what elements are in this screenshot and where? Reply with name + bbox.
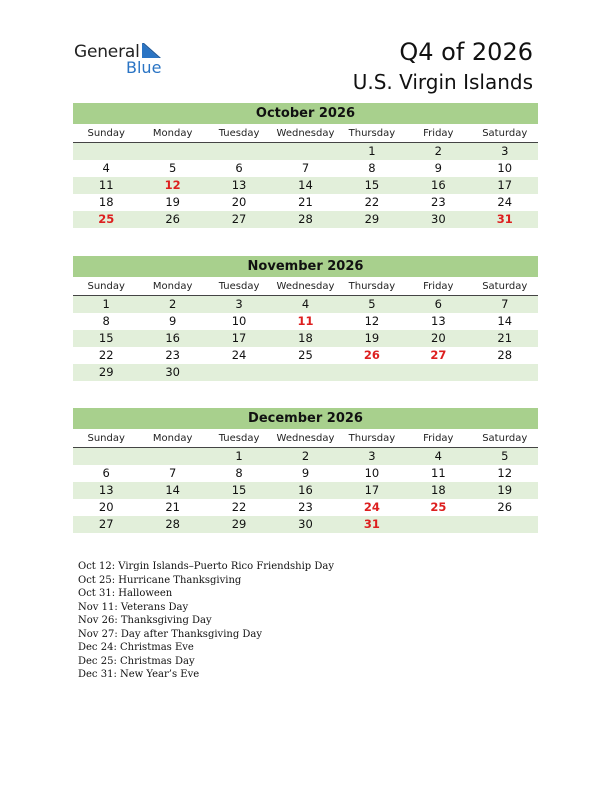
- day-cell: 5: [168, 161, 177, 175]
- day-cell: 25: [430, 500, 447, 514]
- day-cell: 6: [434, 297, 442, 311]
- day-cell: 27: [231, 212, 247, 226]
- weekday-label: Monday: [152, 128, 193, 139]
- day-cell: 4: [434, 449, 442, 463]
- day-cell: 30: [431, 212, 446, 226]
- week-row: [73, 177, 538, 194]
- day-cell: 26: [363, 348, 380, 362]
- holiday-item: Nov 11: Veterans Day: [78, 601, 189, 613]
- week-row: [73, 143, 538, 160]
- day-cell: [405, 516, 471, 533]
- day-cell: 31: [363, 517, 380, 531]
- day-cell: 1: [235, 449, 243, 463]
- day-cell: [206, 364, 272, 381]
- weekday-label: Monday: [152, 281, 193, 292]
- weekday-label: Monday: [152, 433, 193, 444]
- month-header: November 2026: [73, 256, 538, 277]
- day-cell: 21: [497, 331, 513, 345]
- day-cell: 24: [497, 195, 513, 209]
- weekday-label: Wednesday: [276, 433, 335, 444]
- day-cell: 18: [298, 331, 313, 345]
- day-cell: 2: [301, 449, 310, 463]
- week-row: [73, 482, 538, 499]
- day-cell: 4: [102, 161, 110, 175]
- day-cell: 3: [501, 144, 509, 158]
- weekday-label: Friday: [423, 281, 454, 292]
- day-cell: 2: [168, 297, 177, 311]
- week-row: [73, 347, 538, 364]
- day-cell: 24: [363, 500, 380, 514]
- day-cell: 3: [235, 297, 243, 311]
- day-cell: [472, 364, 538, 381]
- day-cell: 31: [496, 212, 513, 226]
- day-cell: 16: [431, 178, 446, 192]
- logo-general-text: General: [74, 42, 140, 62]
- holiday-list: [78, 560, 334, 682]
- day-cell: 5: [501, 449, 509, 463]
- week-row: [73, 313, 538, 330]
- holiday-item: Oct 12: Virgin Islands–Puerto Rico Friendship Day: [78, 561, 334, 572]
- day-cell: 11: [297, 314, 314, 328]
- day-cell: 15: [231, 483, 247, 497]
- day-cell: 8: [368, 161, 376, 175]
- day-cell: 7: [168, 466, 177, 480]
- day-cell: 26: [165, 212, 180, 226]
- day-cell: 12: [364, 314, 380, 328]
- weekday-label: Sunday: [87, 281, 125, 292]
- day-cell: 26: [497, 500, 513, 514]
- day-cell: 21: [165, 500, 180, 514]
- logo: [74, 42, 184, 78]
- weekday-label: Friday: [423, 433, 454, 444]
- day-cell: 6: [102, 466, 110, 480]
- holiday-item: Dec 25: Christmas Day: [78, 655, 195, 667]
- weekday-header-row: [73, 125, 538, 143]
- weekday-label: Thursday: [348, 433, 396, 444]
- day-cell: 8: [102, 314, 110, 328]
- day-cell: 19: [364, 331, 380, 345]
- day-cell: 22: [364, 195, 380, 209]
- holiday-item: Nov 26: Thanksgiving Day: [78, 615, 212, 626]
- day-cell: [472, 516, 538, 533]
- day-cell: [272, 143, 338, 160]
- day-cell: 23: [165, 348, 180, 362]
- day-cell: 14: [165, 483, 180, 497]
- week-row: [73, 364, 538, 381]
- day-cell: 27: [430, 348, 447, 362]
- day-cell: 6: [235, 161, 243, 175]
- day-cell: 1: [368, 144, 376, 158]
- logo-flag-icon: [142, 43, 162, 59]
- day-cell: 1: [102, 297, 110, 311]
- day-cell: 8: [235, 466, 243, 480]
- day-cell: 16: [298, 483, 313, 497]
- day-cell: 18: [431, 483, 446, 497]
- day-cell: [339, 364, 405, 381]
- weekday-label: Tuesday: [218, 281, 260, 292]
- day-cell: 28: [497, 348, 513, 362]
- day-cell: 30: [165, 365, 180, 379]
- weekday-label: Saturday: [482, 433, 528, 444]
- day-cell: 3: [368, 449, 376, 463]
- month-october: [73, 103, 538, 228]
- weekday-label: Wednesday: [276, 128, 335, 139]
- day-cell: 24: [231, 348, 247, 362]
- holiday-item: Dec 31: New Year’s Eve: [78, 669, 200, 680]
- holiday-item: Oct 31: Halloween: [78, 588, 173, 599]
- month-header: December 2026: [73, 408, 538, 429]
- day-cell: 17: [364, 483, 380, 497]
- day-cell: 7: [501, 297, 509, 311]
- weekday-label: Tuesday: [218, 433, 260, 444]
- day-cell: 12: [497, 466, 513, 480]
- week-row: [73, 465, 538, 482]
- week-row: [73, 296, 538, 313]
- holiday-item: Dec 24: Christmas Eve: [78, 642, 194, 653]
- month-november: [73, 256, 538, 381]
- week-row: [73, 330, 538, 347]
- day-cell: 2: [434, 144, 442, 158]
- week-row: [73, 516, 538, 533]
- day-cell: 7: [301, 161, 310, 175]
- week-row: [73, 211, 538, 228]
- weekday-label: Sunday: [87, 128, 125, 139]
- weekday-label: Saturday: [482, 128, 528, 139]
- week-row: [73, 194, 538, 211]
- day-cell: 25: [98, 212, 115, 226]
- day-cell: 25: [298, 348, 313, 362]
- day-cell: 16: [165, 331, 180, 345]
- day-cell: 28: [165, 517, 180, 531]
- day-cell: 13: [431, 314, 446, 328]
- day-cell: [206, 143, 272, 160]
- weekday-label: Sunday: [87, 433, 125, 444]
- day-cell: 9: [434, 161, 442, 175]
- page-title: Q4 of 2026: [399, 38, 533, 66]
- week-row: [73, 499, 538, 516]
- day-cell: 19: [165, 195, 180, 209]
- day-cell: 20: [98, 500, 114, 514]
- logo-blue-text: Blue: [126, 58, 162, 77]
- holiday-item: Oct 25: Hurricane Thanksgiving: [78, 574, 242, 586]
- day-cell: 17: [497, 178, 513, 192]
- week-row: [73, 160, 538, 177]
- day-cell: 14: [497, 314, 513, 328]
- day-cell: 17: [231, 331, 247, 345]
- day-cell: [139, 143, 205, 160]
- day-cell: 18: [98, 195, 114, 209]
- day-cell: 14: [298, 178, 313, 192]
- day-cell: 13: [98, 483, 114, 497]
- day-cell: 20: [231, 195, 247, 209]
- day-cell: 28: [298, 212, 313, 226]
- weekday-label: Wednesday: [276, 281, 335, 292]
- weekday-header-row: [73, 430, 538, 448]
- day-cell: 30: [298, 517, 313, 531]
- weekday-label: Tuesday: [218, 128, 260, 139]
- weekday-label: Thursday: [348, 281, 396, 292]
- day-cell: 23: [298, 500, 313, 514]
- day-cell: 13: [231, 178, 247, 192]
- day-cell: [73, 448, 139, 465]
- day-cell: 22: [231, 500, 247, 514]
- day-cell: [272, 364, 338, 381]
- day-cell: 15: [364, 178, 380, 192]
- day-cell: 9: [301, 466, 310, 480]
- day-cell: 10: [231, 314, 247, 328]
- day-cell: [73, 143, 139, 160]
- day-cell: 15: [98, 331, 114, 345]
- day-cell: 5: [368, 297, 376, 311]
- day-cell: 21: [298, 195, 313, 209]
- day-cell: 22: [98, 348, 114, 362]
- weekday-label: Saturday: [482, 281, 528, 292]
- day-cell: 12: [164, 178, 181, 192]
- day-cell: 27: [98, 517, 114, 531]
- day-cell: 29: [231, 517, 247, 531]
- day-cell: 10: [364, 466, 380, 480]
- day-cell: 29: [98, 365, 114, 379]
- holiday-item: Nov 27: Day after Thanksgiving Day: [78, 628, 263, 640]
- page-subtitle: U.S. Virgin Islands: [352, 70, 533, 94]
- day-cell: 20: [431, 331, 446, 345]
- month-header: October 2026: [73, 103, 538, 124]
- week-row: [73, 448, 538, 465]
- day-cell: 10: [497, 161, 513, 175]
- day-cell: [405, 364, 471, 381]
- day-cell: 11: [431, 466, 446, 480]
- weekday-label: Friday: [423, 128, 454, 139]
- month-december: [73, 408, 538, 533]
- weekday-label: Thursday: [348, 128, 396, 139]
- day-cell: 11: [98, 178, 114, 192]
- weekday-header-row: [73, 278, 538, 296]
- day-cell: 4: [301, 297, 310, 311]
- day-cell: 29: [364, 212, 380, 226]
- day-cell: 23: [431, 195, 446, 209]
- day-cell: 19: [497, 483, 513, 497]
- day-cell: 9: [168, 314, 177, 328]
- day-cell: [139, 448, 205, 465]
